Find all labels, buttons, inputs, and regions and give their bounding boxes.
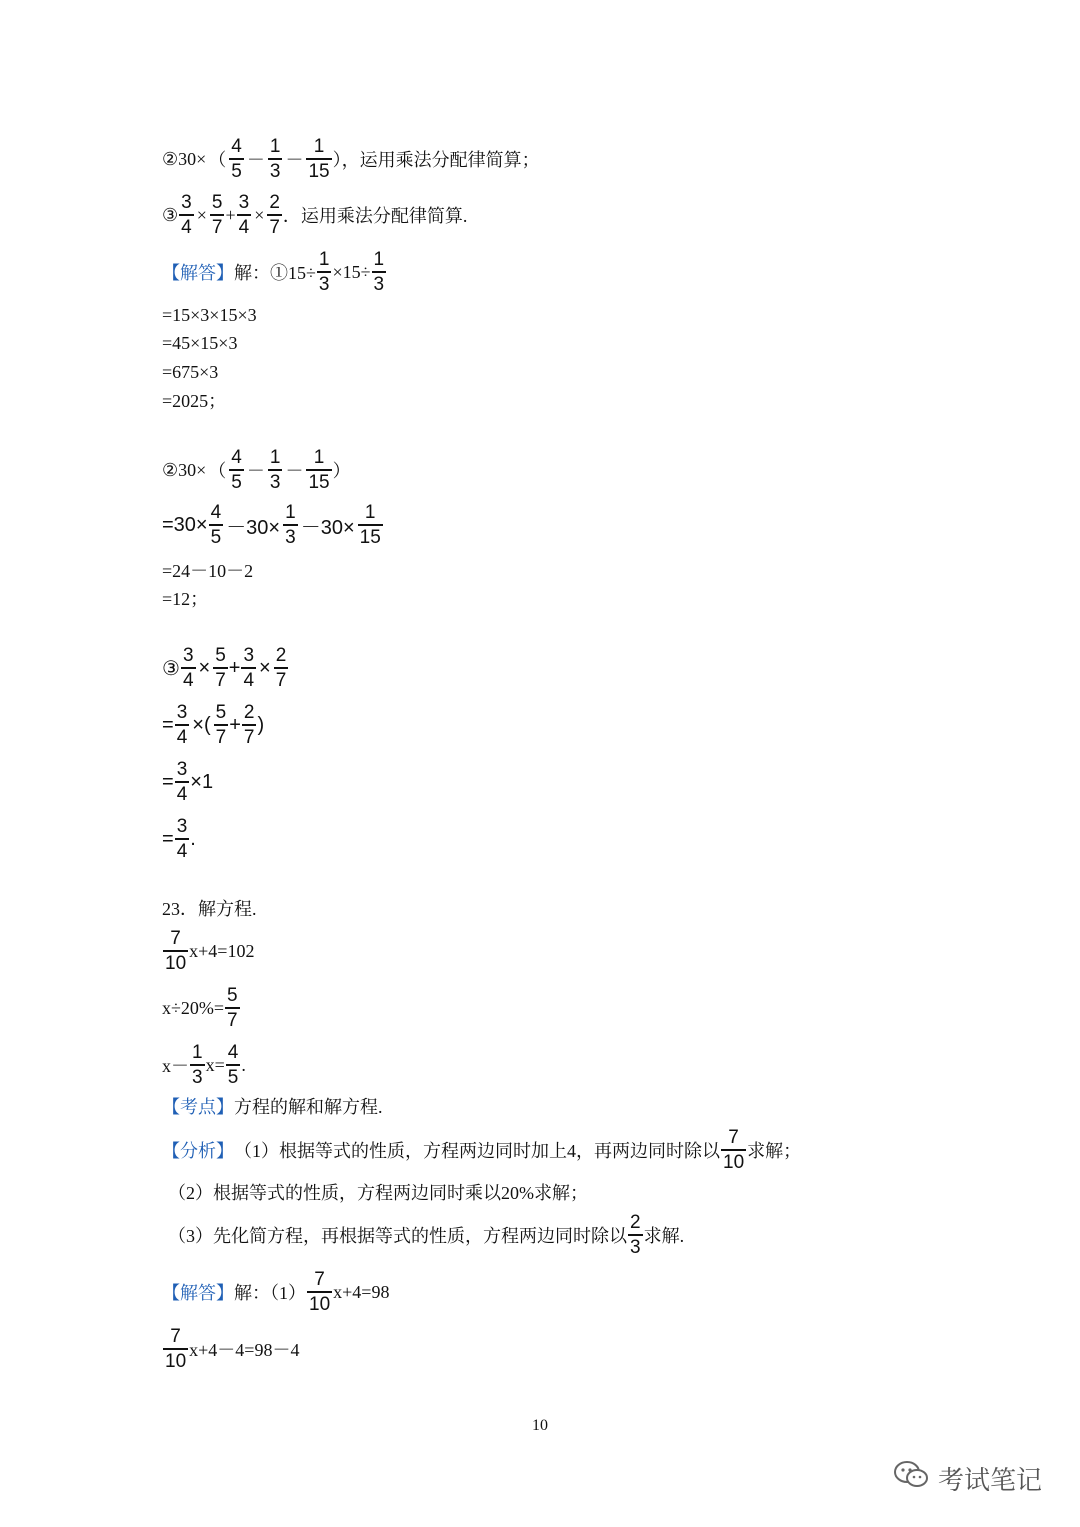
fraction: $\frac{3}{4}$: [176, 759, 188, 805]
answer-1-head: [162, 249, 387, 295]
fraction: $\frac{4}{5}$: [231, 136, 242, 182]
fenxi-line-2: （2）根据等式的性质，方程两边同时乘以20%求解；: [168, 1183, 588, 1203]
fraction: $\frac{7}{10}$: [165, 928, 187, 974]
answer-3-step-1: = $\frac{3}{4}$ ×( $\frac{5}{7}$ + $\frac{2}{7}$ ): [162, 702, 265, 748]
fraction: $\frac{3}{4}$: [181, 192, 192, 238]
answer-3-head: ③ $\frac{3}{4}$ × $\frac{5}{7}$ + $\frac{3}{4}$ × $\frac{2}{7}$: [162, 645, 287, 691]
jieda-lead: 解：（1）: [234, 1283, 306, 1303]
fenxi-text-1-tail: 求解；: [747, 1141, 802, 1161]
fraction: $\frac{7}{10}$: [723, 1127, 745, 1173]
answer-tag: 【解答】: [162, 263, 234, 283]
fraction: $\frac{1}{3}$: [192, 1042, 203, 1088]
answer-3-step-2: = $\frac{3}{4}$ ×1: [162, 759, 214, 805]
prompt-2-tail: ），运用乘法分配律简算；: [332, 150, 540, 170]
fraction: $\frac{1}{3}$: [269, 136, 281, 182]
jieda-tag: 【解答】: [162, 1283, 234, 1303]
equation-3-mid: x=: [205, 1054, 225, 1075]
prompt-3-mark: ③: [162, 204, 179, 225]
fenxi-line-3: [168, 1212, 685, 1258]
fraction: $\frac{2}{3}$: [630, 1212, 641, 1258]
fraction: $\frac{5}{7}$: [211, 192, 223, 238]
equation-3-tail: .: [241, 1054, 246, 1075]
answer-3-mark: ③: [162, 657, 180, 680]
fraction: $\frac{7}{10}$: [165, 1326, 187, 1372]
answer-2-step-1: =30× $\frac{4}{5}$ －30× $\frac{1}{3}$ －30× $\frac{1}{15}$: [162, 502, 381, 548]
fenxi-tag: 【分析】: [162, 1141, 234, 1161]
fraction: $\frac{1}{15}$: [308, 136, 330, 182]
fraction: $\frac{5}{7}$: [215, 645, 226, 691]
answer-1-step: =45×15×3: [162, 332, 238, 353]
page-number: 10: [532, 1417, 548, 1434]
fraction: $\frac{5}{7}$: [227, 985, 238, 1031]
jieda-tail: x+4=98: [333, 1281, 390, 1302]
fraction: $\frac{4}{5}$: [210, 502, 222, 548]
jieda-step-tail: x+4－4=98－4: [189, 1340, 300, 1360]
equation-1-tail: x+4=102: [189, 940, 255, 961]
fraction: $\frac{3}{4}$: [176, 816, 188, 862]
answer-3-step-3-tail: .: [190, 827, 196, 850]
answer-1-lead: 解：①15÷: [234, 263, 316, 283]
fraction: $\frac{3}{4}$: [238, 192, 250, 238]
fraction: $\frac{1}{15}$: [308, 447, 330, 493]
fenxi-text-1: （1）根据等式的性质，方程两边同时加上4，再两边同时除以: [234, 1141, 720, 1161]
fraction: $\frac{1}{3}$: [373, 249, 385, 295]
answer-2-step: =24－10－2: [162, 561, 254, 581]
jieda-step: [162, 1326, 300, 1372]
fraction: $\frac{1}{3}$: [269, 447, 281, 493]
equation-3-lead: x－: [162, 1056, 189, 1076]
kaodian-text: 方程的解和解方程.: [234, 1097, 383, 1117]
kaodian-tag: 【考点】: [162, 1097, 234, 1117]
answer-3-step-2-tail: ×1: [190, 770, 214, 793]
fraction: $\frac{1}{15}$: [359, 502, 381, 548]
fenxi-text-3-tail: 求解.: [643, 1226, 685, 1246]
answer-1-step: =15×3×15×3: [162, 304, 257, 325]
fraction: $\frac{2}{7}$: [269, 192, 280, 238]
fraction: $\frac{1}{3}$: [318, 249, 330, 295]
equation-1: [162, 928, 255, 974]
prompt-line-3: ③ $\frac{3}{4}$ × $\frac{5}{7}$ + $\frac{3}{4}$ × $\frac{2}{7}$ ．运用乘法分配律简算.: [162, 192, 468, 238]
fraction: $\frac{3}{4}$: [176, 702, 188, 748]
fraction: $\frac{3}{4}$: [182, 645, 194, 691]
fraction: $\frac{3}{4}$: [243, 645, 255, 691]
watermark: [892, 1458, 1042, 1498]
kaodian-line: [162, 1089, 383, 1123]
answer-1-step: =675×3: [162, 361, 219, 382]
fraction: $\frac{7}{10}$: [309, 1269, 331, 1315]
equation-2: [162, 985, 241, 1031]
fenxi-line-1: [162, 1127, 802, 1173]
prompt-3-tail: ．运用乘法分配律简算.: [282, 206, 468, 226]
fraction: $\frac{4}{5}$: [231, 447, 242, 493]
answer-3-step-3: = $\frac{3}{4}$ .: [162, 816, 196, 862]
jieda-line: [162, 1269, 390, 1315]
watermark-text: 考试笔记: [938, 1465, 1043, 1496]
fraction: $\frac{5}{7}$: [215, 702, 227, 748]
prompt-line-2: ②30× （ $\frac{4}{5}$ － $\frac{1}{3}$ － $\frac{1}{15}$ ），运用乘法分配律简算；: [162, 136, 540, 182]
equation-2-lead: x÷20%=: [162, 997, 225, 1018]
fenxi-text-3: （3）先化简方程，再根据等式的性质，方程两边同时除以: [168, 1226, 627, 1246]
wechat-icon: [892, 1459, 930, 1498]
answer-2-head: ②30× （ $\frac{4}{5}$ － $\frac{1}{3}$ － $\frac{1}{15}$ ）: [162, 447, 351, 493]
question-23-title: 23．解方程.: [162, 899, 257, 919]
answer-1-step: =2025；: [162, 391, 227, 411]
fraction: $\frac{4}{5}$: [227, 1042, 239, 1088]
answer-2-mark: ②30×: [162, 459, 207, 480]
fraction: $\frac{2}{7}$: [275, 645, 287, 691]
fraction: $\frac{1}{3}$: [285, 502, 296, 548]
answer-2-step: =12；: [162, 589, 209, 609]
prompt-2-mark: ②30×: [162, 148, 207, 169]
fraction: $\frac{2}{7}$: [243, 702, 255, 748]
equation-3: [162, 1042, 246, 1088]
answer-1-mid: ×15÷: [332, 261, 371, 282]
